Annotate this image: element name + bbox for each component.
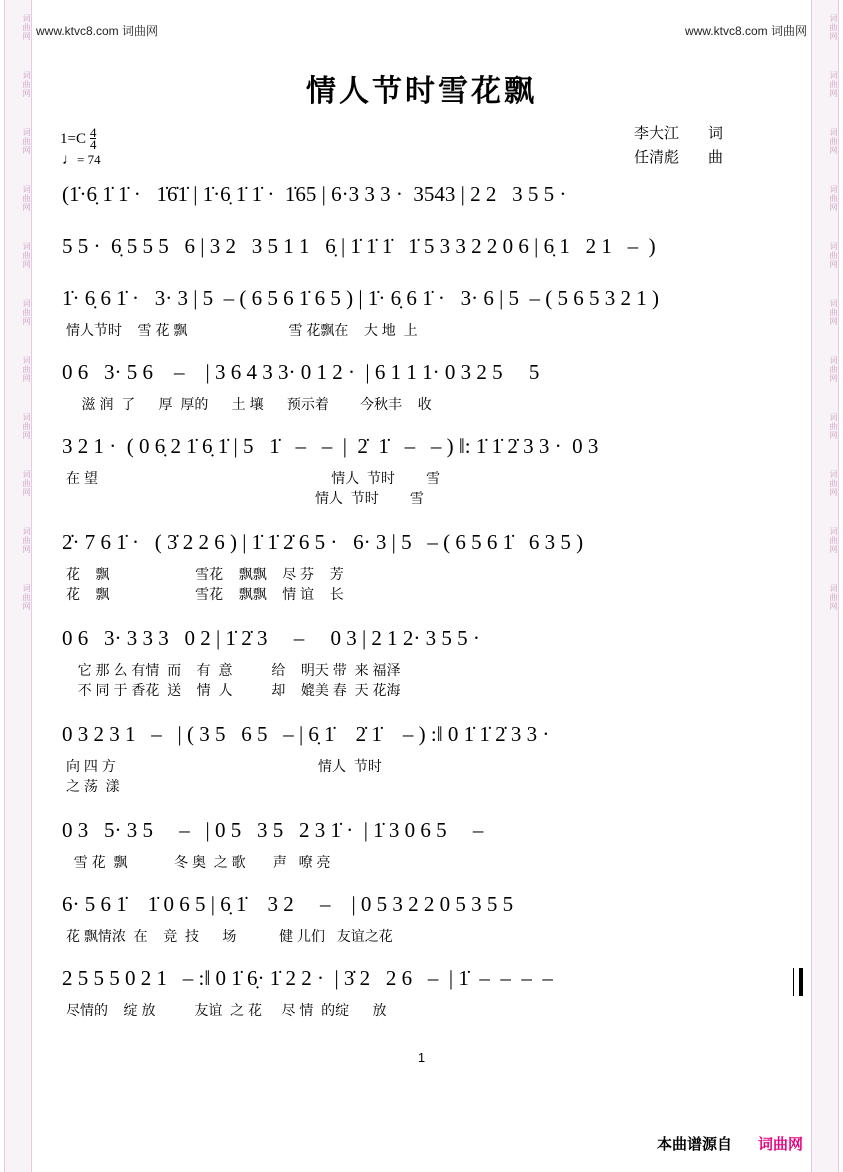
footer	[657, 1133, 803, 1154]
lyric-row: 向 四 方 情人 节时	[66, 758, 382, 774]
notation-row: 2̇· 7 6 1̇ · ( 3̇ 2 2 6 ) | 1̇ 1̇ 2̇ 6 5 · 6· 3 | 5 – ( 6 5 6 1̇ 6 3 5 )	[62, 530, 584, 554]
tempo-marking	[62, 152, 101, 169]
watermark-side-text: 词曲网	[22, 128, 31, 155]
lyric-row: 雪 花 飘 冬 奥 之 歌 声 嘹 亮	[66, 854, 331, 870]
watermark-side-text: 词曲网	[22, 242, 31, 269]
watermark-side-text: 词曲网	[829, 14, 838, 41]
score-metadata	[36, 122, 807, 180]
notation-row: (1̇·6̣ 1̇ 1̇ · 1̇6̇1̇ | 1̇·6̣ 1̇ 1̇ · 1̇65 | 6·3 3 3 · 3543 | 2 2 3 5 5 ·	[62, 182, 567, 206]
lyric-row: 在 望 情人 节时 雪	[66, 470, 441, 486]
staff-system	[36, 234, 807, 286]
left-watermark-strip	[4, 0, 32, 1172]
time-signature	[90, 127, 97, 150]
watermark-side-text: 词曲网	[22, 185, 31, 212]
lyricist-name: 李大江	[633, 126, 679, 142]
watermark-side-text: 词曲网	[22, 299, 31, 326]
staff-system	[36, 966, 807, 1040]
notation-row: 0 6 3· 5 6 – | 3 6 4 3 3· 0 1 2 · | 6 1 1 1· 0 3 2 5 5	[62, 360, 540, 384]
watermark-side-text: 词曲网	[22, 413, 31, 440]
lyric-row: 花 飘情浓 在 竞 技 场 健 儿们 友谊之花	[66, 928, 393, 944]
time-signature-numerator: 4	[89, 125, 97, 140]
watermark-side-text: 词曲网	[829, 128, 838, 155]
notation-row: 0 3 2 3 1 – | ( 3 5 6 5 – | 6̣ 1̇ 2̇ 1̇ – ) :‖ 0 1̇ 1̇ 2̇ 3 3 ·	[62, 722, 550, 746]
lyric-row: 它 那 么 有情 而 有 意 给 明天 带 来 福泽	[66, 662, 401, 678]
watermark-header	[36, 22, 807, 40]
watermark-side-text: 词曲网	[829, 242, 838, 269]
staff-system	[36, 286, 807, 360]
watermark-side-text: 词曲网	[829, 356, 838, 383]
watermark-side-text: 词曲网	[829, 71, 838, 98]
lyric-row-verse2: 花 飘 雪花 飘飘 情 谊 长	[66, 586, 344, 602]
notation-row: 6· 5 6 1̇ 1̇ 0 6 5 | 6̣ 1̇ 3 2 – | 0 5 3 2 2 0 5 3 5 5	[62, 892, 514, 916]
tempo-value: = 74	[77, 152, 101, 167]
lyric-row: 花 飘 雪花 飘飘 尽 芬 芳	[66, 566, 344, 582]
right-watermark-strip	[811, 0, 839, 1172]
staff-system	[36, 182, 807, 234]
watermark-side-text: 词曲网	[829, 185, 838, 212]
lyric-row: 尽情的 绽 放 友谊 之 花 尽 情 的绽 放	[66, 1002, 387, 1018]
staff-system	[36, 626, 807, 722]
page-number: 1	[417, 1050, 426, 1065]
watermark-top-right: www.ktvc8.com 词曲网	[684, 24, 807, 38]
notation-row: 0 6 3· 3 3 3 0 2 | 1̇ 2̇ 3 – 0 3 | 2 1 2· 3 5 5 ·	[62, 626, 480, 650]
lyricist-line	[634, 122, 723, 146]
lyricist-role: 词	[707, 126, 723, 142]
notation-row: 1̇· 6̣ 6 1̇ · 3· 3 | 5 – ( 6 5 6 1̇ 6 5 ) | 1̇· 6̣ 6 1̇ · 3· 6 | 5 – ( 5 6 5 3 2 1 )	[62, 286, 660, 310]
lyric-row-verse2: 情人 节时 雪	[66, 490, 424, 506]
lyric-row-verse2: 之 荡 漾	[66, 778, 120, 794]
key-signature	[60, 125, 97, 152]
watermark-side-text: 词曲网	[22, 584, 31, 611]
notation-row: 3 2 1 · ( 0 6̣ 2 1̇ 6̣ 1̇ | 5 1̇ – – | 2̇ 1̇ – – ) ‖: 1̇ 1̇ 2̇ 3 3 · 0 3	[62, 434, 599, 458]
watermark-side-text: 词曲网	[22, 14, 31, 41]
watermark-side-text: 词曲网	[829, 299, 838, 326]
watermark-side-text: 词曲网	[829, 413, 838, 440]
time-signature-denominator: 4	[89, 137, 97, 152]
watermark-top-left: www.ktvc8.com 词曲网	[36, 24, 159, 38]
final-double-barline	[793, 968, 803, 996]
composer-role: 曲	[707, 150, 723, 166]
watermark-side-text: 词曲网	[829, 470, 838, 497]
watermark-side-text: 词曲网	[22, 470, 31, 497]
watermark-side-text: 词曲网	[829, 584, 838, 611]
footer-brand-link[interactable]: 词曲网	[757, 1136, 803, 1153]
notation-row: 2 5 5 5 0 2 1 – :‖ 0 1̇ 6̣· 1̇ 2 2 · | 3̇ 2 2 6 – | 1̇ – – – –	[62, 966, 553, 990]
score-body	[36, 52, 807, 1156]
lyric-row-verse2: 不 同 于 香花 送 情 人 却 媲美 春 天 花海	[66, 682, 401, 698]
notation-row: 5 5 · 6̣ 5 5 5 6 | 3 2 3 5 1 1 6̣ | 1̇ 1̇ 1̇ 1̇ 5 3 3 2 2 0 6 | 6̣ 1 2 1 – )	[62, 234, 656, 258]
watermark-side-text: 词曲网	[22, 71, 31, 98]
staff-system	[36, 360, 807, 434]
lyric-row: 滋 润 了 厚 厚的 土 壤 预示着 今秋丰 收	[66, 396, 432, 412]
staff-system	[36, 722, 807, 818]
credits	[634, 122, 723, 170]
watermark-side-text: 词曲网	[22, 356, 31, 383]
footer-source-label: 本曲谱源自	[656, 1136, 732, 1153]
page-title: 情人节时雪花飘	[306, 75, 537, 108]
staff-system	[36, 892, 807, 966]
watermark-side-text: 词曲网	[829, 527, 838, 554]
watermark-side-text: 词曲网	[22, 527, 31, 554]
composer-line	[634, 146, 723, 170]
quarter-note-icon: ♩	[62, 152, 77, 168]
key-value: 1=C	[60, 130, 86, 147]
composer-name: 任清彪	[633, 150, 679, 166]
staff-systems	[36, 182, 807, 1040]
staff-system	[36, 530, 807, 626]
staff-system	[36, 818, 807, 892]
notation-row: 0 3 5· 3 5 – | 0 5 3 5 2 3 1̇ · | 1̇ 3 0 6 5 –	[62, 818, 484, 842]
lyric-row: 情人节时 雪 花 飘 雪 花飘在 大 地 上	[66, 322, 418, 338]
staff-system	[36, 434, 807, 530]
